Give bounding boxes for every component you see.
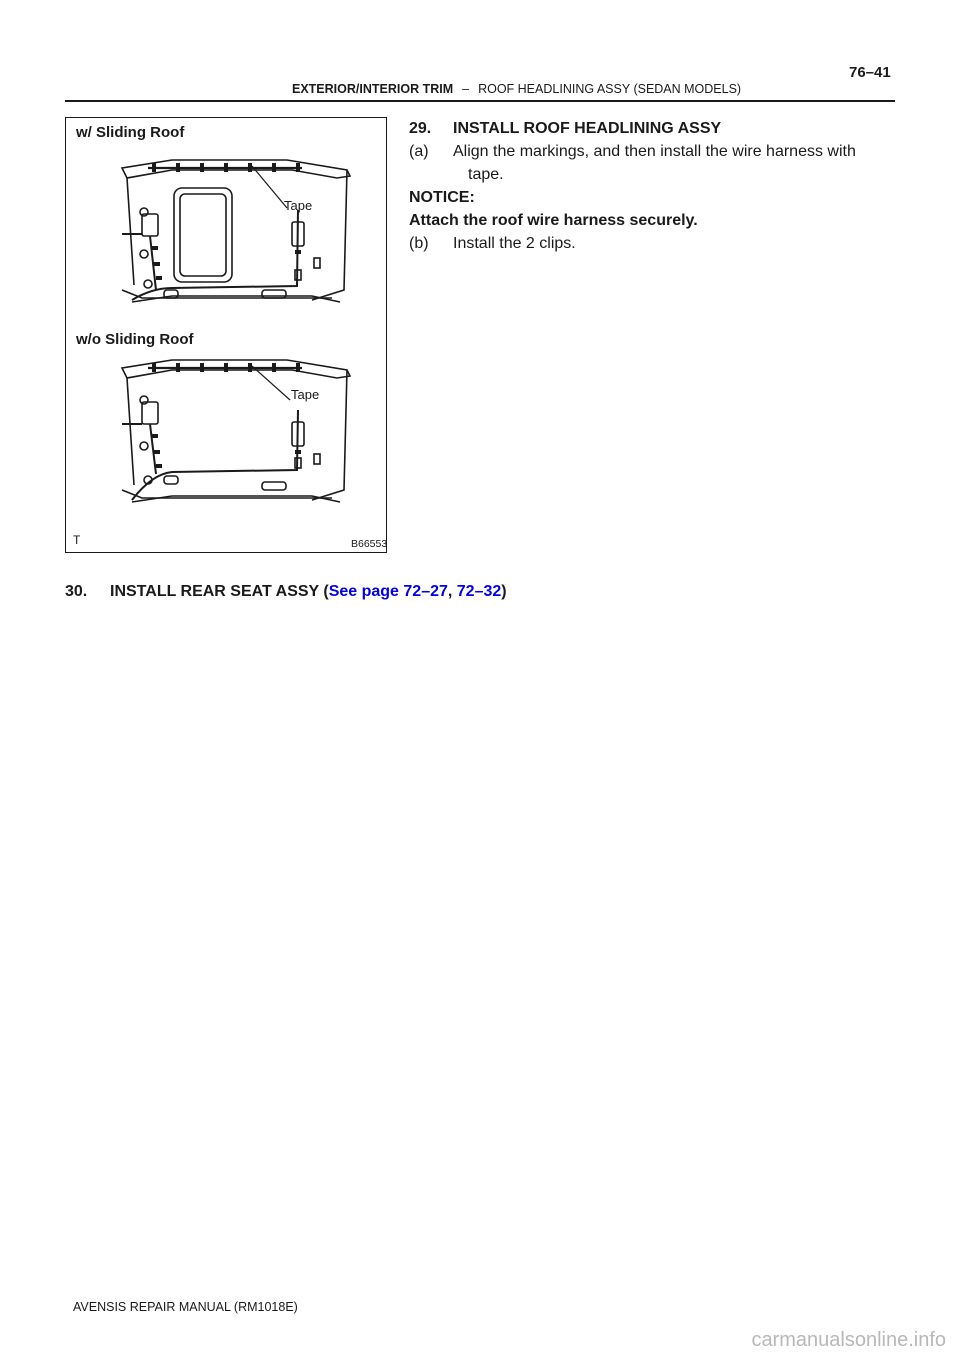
step-30-close-paren: ): [501, 583, 507, 600]
step-29a-label: (a): [409, 143, 429, 160]
watermark: carmanualsonline.info: [751, 1329, 946, 1351]
headlining-without-sliding-roof-illustration: [112, 350, 362, 515]
step-29a-text-line2: tape.: [468, 166, 504, 183]
header-rule: [65, 100, 895, 102]
manual-footer: AVENSIS REPAIR MANUAL (RM1018E): [73, 1300, 298, 1314]
notice-label: NOTICE:: [409, 189, 475, 206]
header-separator: –: [462, 82, 470, 96]
figure-label-without-sliding-roof: w/o Sliding Roof: [76, 331, 194, 348]
header-section: EXTERIOR/INTERIOR TRIM: [292, 82, 454, 96]
headlining-with-sliding-roof-illustration: [112, 150, 362, 315]
step-29a-text-line1: Align the markings, and then install the wire harness with: [453, 143, 856, 160]
page-72-32-link[interactable]: 72–32: [456, 583, 502, 600]
step-30-number: 30.: [65, 583, 88, 600]
step-30-title-text: INSTALL REAR SEAT ASSY (: [110, 583, 329, 600]
step-30-title: [110, 580, 507, 603]
figure-id: B66553: [351, 538, 388, 550]
header-subsection: ROOF HEADLINING ASSY (SEDAN MODELS): [478, 82, 742, 96]
figure-corner-mark: T: [73, 533, 81, 547]
figure-label-with-sliding-roof: w/ Sliding Roof: [76, 124, 185, 141]
page-number: 76–41: [849, 64, 891, 81]
step-29-title: INSTALL ROOF HEADLINING ASSY: [453, 120, 722, 137]
running-header: [292, 82, 741, 96]
step-30-comma: ,: [447, 583, 457, 600]
tape-callout-bottom: Tape: [291, 387, 320, 402]
step-29b-label: (b): [409, 235, 429, 252]
step-29b-text: Install the 2 clips.: [453, 235, 576, 252]
step-29-number: 29.: [409, 120, 432, 137]
tape-callout-top: Tape: [284, 198, 313, 213]
notice-text: Attach the roof wire harness securely.: [409, 212, 698, 229]
see-page-72-27-link[interactable]: See page 72–27: [328, 583, 448, 600]
